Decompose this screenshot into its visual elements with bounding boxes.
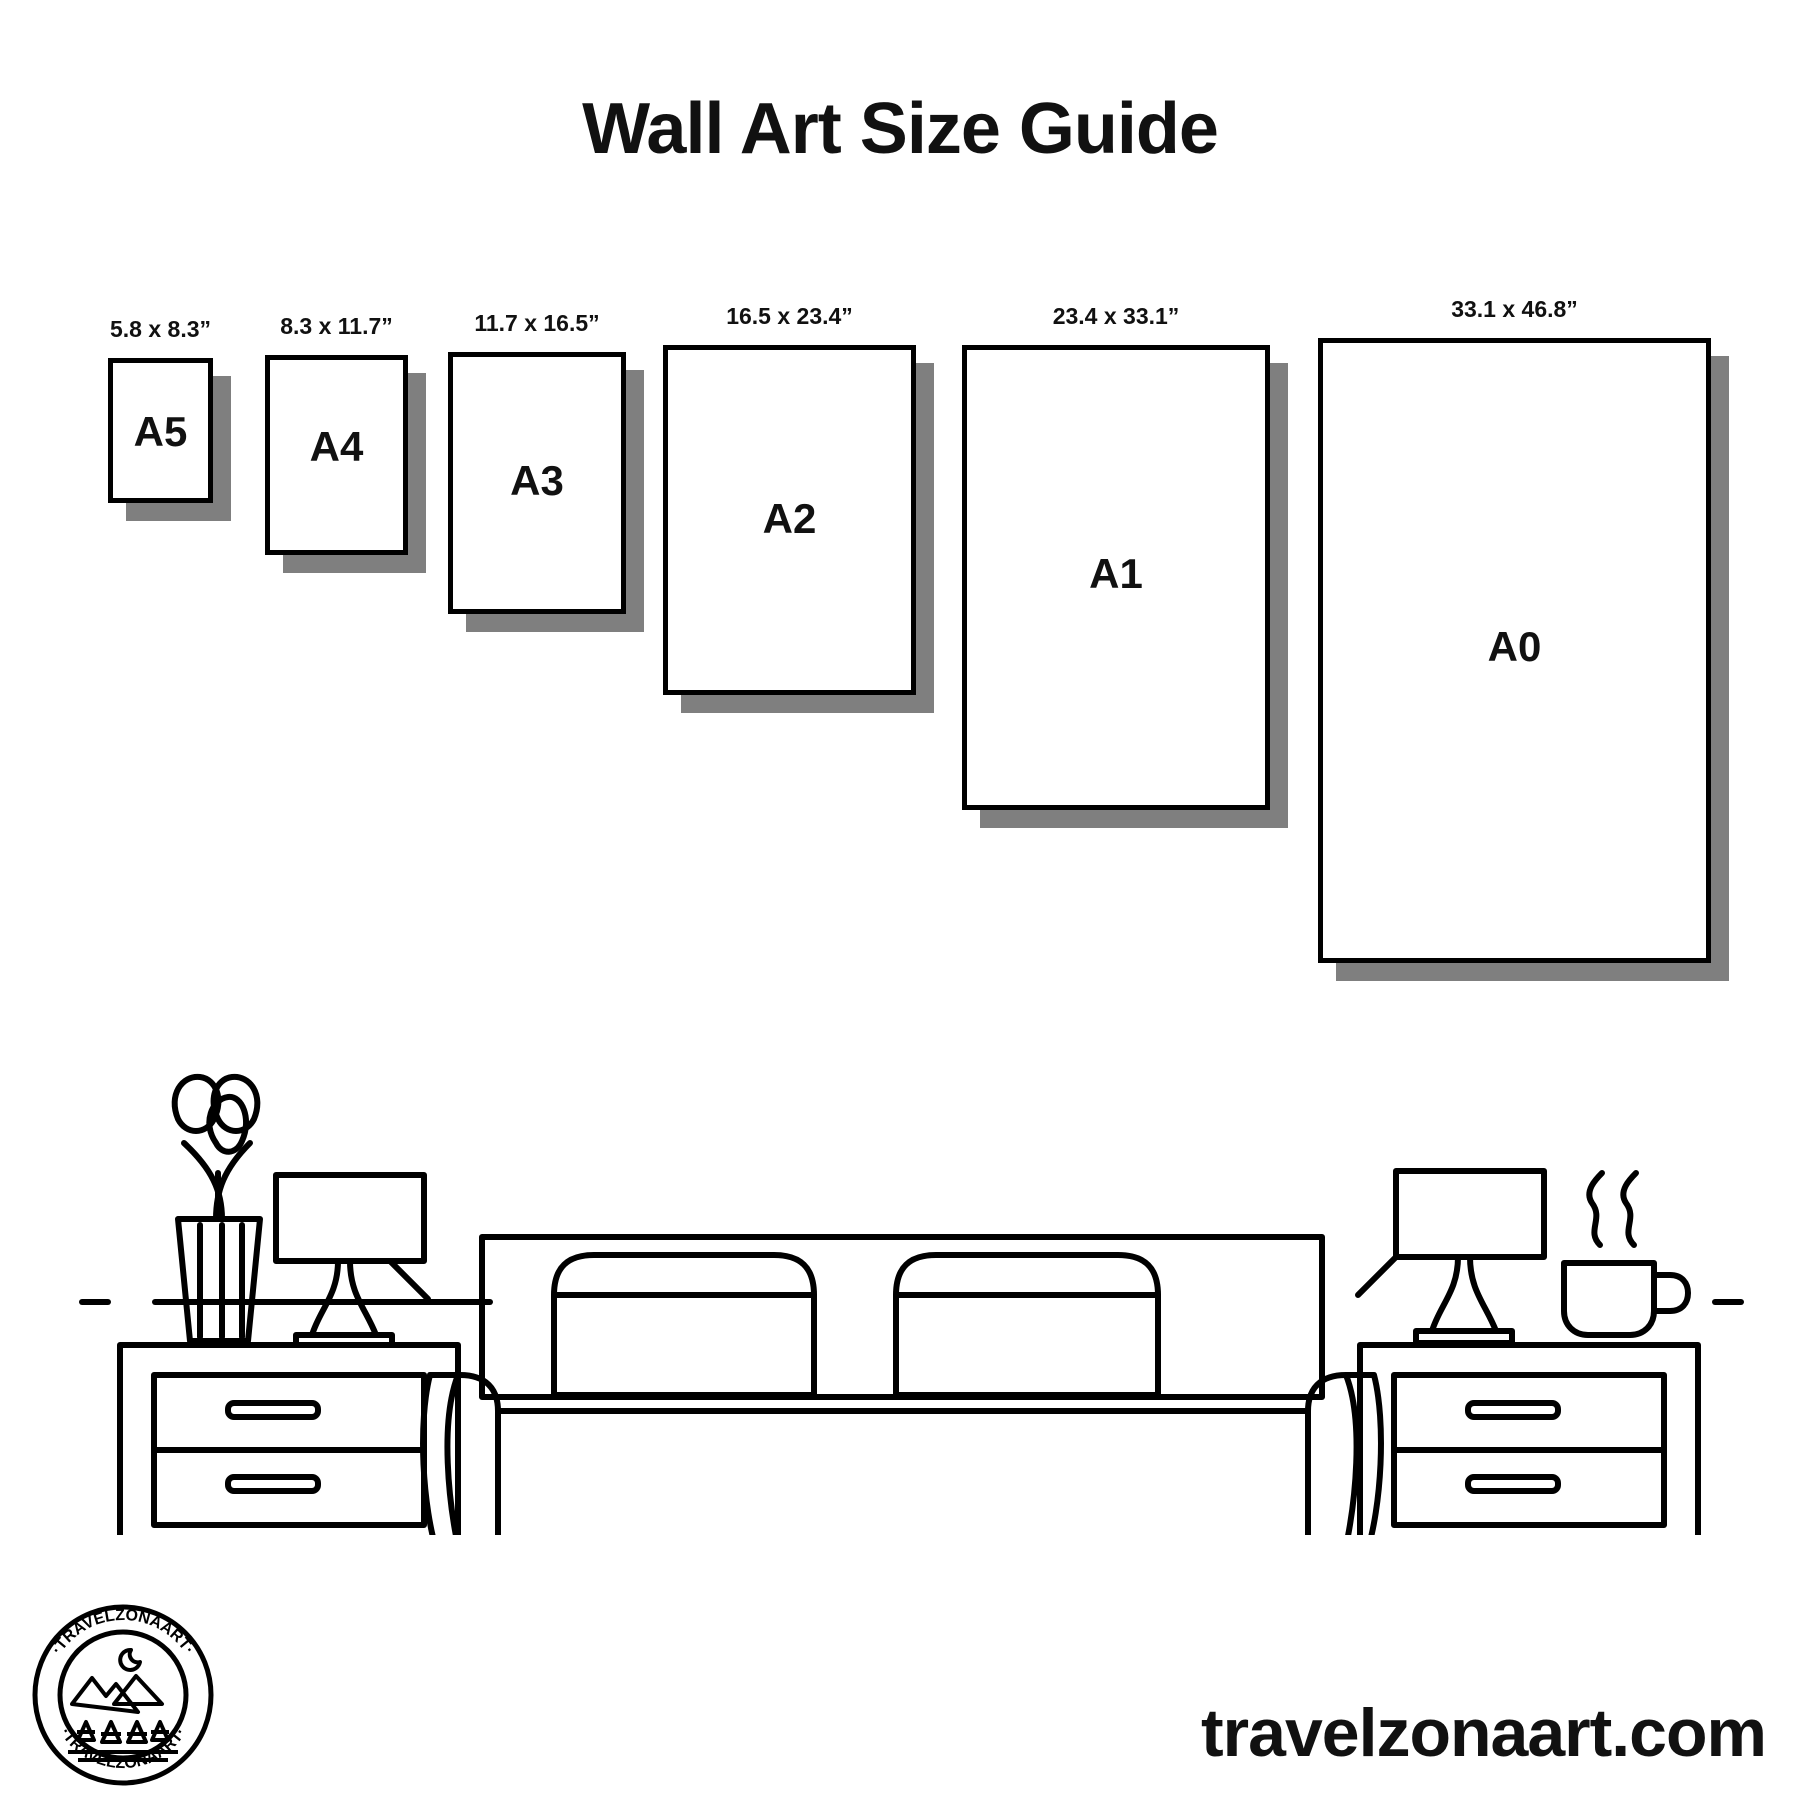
website-url: travelzonaart.com [1201,1695,1766,1771]
frame-a3 [448,310,626,614]
frame-a5 [108,316,213,503]
frame-dimension-label: 33.1 x 46.8” [1451,296,1578,322]
frame-size-label: A5 [133,408,188,455]
frame-dimension-label: 11.7 x 16.5” [474,310,600,336]
frame-size-label: A1 [1089,550,1143,597]
frame-size-label: A2 [762,495,817,542]
frame-a4 [265,313,408,555]
frame-a1 [962,303,1270,810]
frame-size-label: A3 [510,457,564,504]
right-table-lamp [1358,1171,1544,1343]
left-nightstand [120,1345,458,1535]
left-table-lamp [276,1175,428,1345]
coffee-cup-icon [1564,1173,1688,1335]
page-title: Wall Art Size Guide [582,89,1218,169]
frame-dimension-label: 8.3 x 11.7” [280,313,393,339]
right-nightstand [1360,1345,1698,1535]
frame-a0 [1318,296,1711,963]
frame-size-label: A4 [309,423,364,470]
svg-text:·TRAVELZONAART·: ·TRAVELZONAART· [56,1724,190,1773]
frame-a2 [663,303,916,695]
brand-logo [28,1600,218,1790]
frame-dimension-label: 16.5 x 23.4” [726,303,853,329]
svg-text:·TRAVELZONAART·: ·TRAVELZONAART· [48,1606,198,1658]
bed [423,1237,1381,1535]
frame-dimension-label: 23.4 x 33.1” [1052,303,1180,329]
bedroom-scene [60,975,1760,1535]
frame-size-label: A0 [1487,623,1542,670]
frame-dimension-label: 5.8 x 8.3” [109,316,212,342]
